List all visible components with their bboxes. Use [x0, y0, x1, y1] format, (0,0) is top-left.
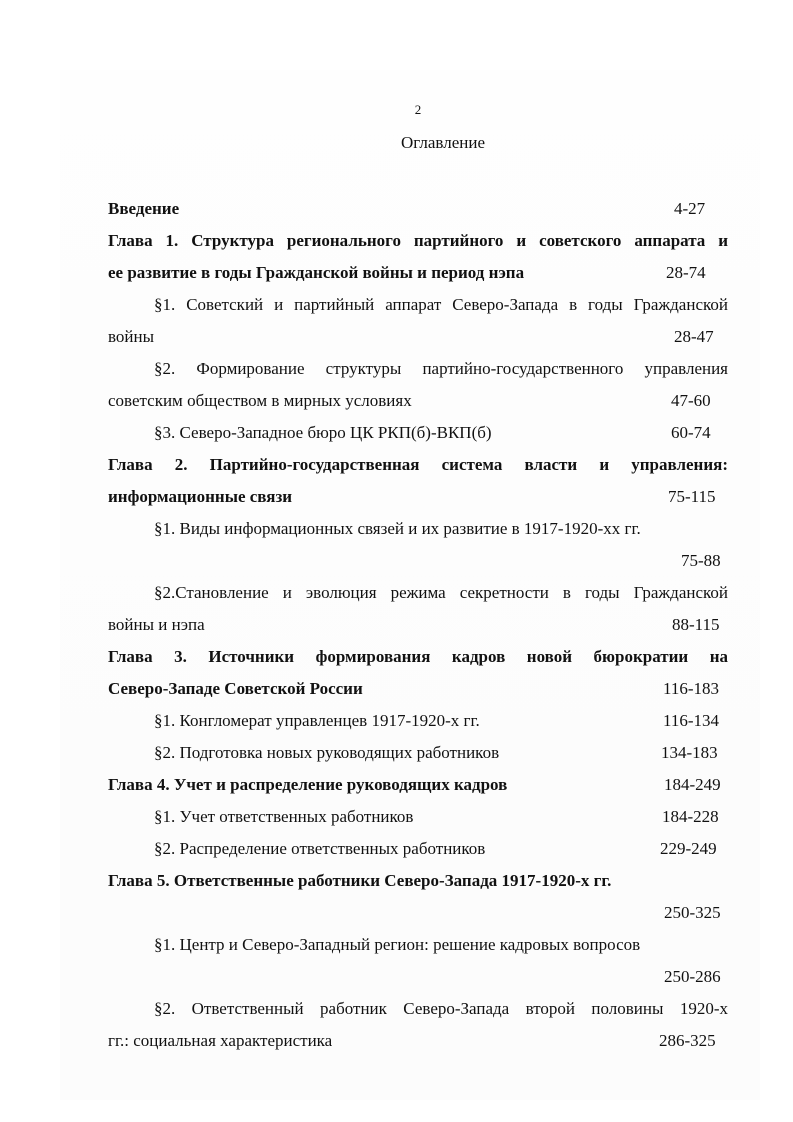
- toc-ch5-section-1-label: §1. Центр и Северо-Западный регион: решение кадровых вопросов: [154, 935, 641, 954]
- toc-ch4-section-2-label: §2. Распределение ответственных работников: [154, 839, 486, 858]
- toc-ch5-section-2-pages: 286-325: [659, 1031, 716, 1050]
- toc-ch2-section-1-label: §1. Виды информационных связей и их развитие в 1917-1920-хх гг.: [154, 519, 641, 538]
- toc-chapter-5-pages: 250-325: [664, 903, 721, 922]
- toc-chapter-2-pages: 75-115: [668, 487, 716, 506]
- toc-ch1-section-2-pages: 47-60: [671, 391, 711, 410]
- toc-ch1-section-1-line1: §1. Советский и партийный аппарат Северо-Запада в годы Гражданской: [154, 295, 728, 314]
- toc-chapter-1-line1: Глава 1. Структура регионального партийного и советского аппарата и: [108, 231, 728, 250]
- toc-ch1-section-1-line2: войны: [108, 327, 155, 346]
- toc-ch4-section-2-pages: 229-249: [660, 839, 717, 858]
- page-number: 2: [414, 102, 422, 117]
- toc-ch4-section-1-pages: 184-228: [662, 807, 719, 826]
- toc-ch1-section-1-pages: 28-47: [674, 327, 714, 346]
- toc-chapter-3-line2: Северо-Западе Советской России: [108, 679, 363, 698]
- toc-chapter-2-line2: информационные связи: [108, 487, 293, 506]
- toc-ch3-section-2-label: §2. Подготовка новых руководящих работников: [154, 743, 500, 762]
- toc-chapter-3-line1: Глава 3. Источники формирования кадров новой бюрократии на: [108, 647, 728, 666]
- toc-ch1-section-2-line1: §2. Формирование структуры партийно-государственного управления: [154, 359, 728, 378]
- toc-ch2-section-2-line1: §2.Становление и эволюция режима секретности в годы Гражданской: [154, 583, 728, 602]
- toc-chapter-1-line2: ее развитие в годы Гражданской войны и период нэпа: [108, 263, 525, 282]
- toc-chapter-3-pages: 116-183: [663, 679, 720, 698]
- toc-intro-label: Введение: [108, 199, 180, 218]
- toc-title: Оглавление: [401, 133, 485, 152]
- toc-chapter-1-pages: 28-74: [666, 263, 706, 282]
- toc-ch3-section-1-pages: 116-134: [663, 711, 720, 730]
- toc-intro-pages: 4-27: [674, 199, 706, 218]
- toc-ch1-section-2-line2: советским обществом в мирных условиях: [108, 391, 412, 410]
- toc-chapter-5-label: Глава 5. Ответственные работники Северо-Запада 1917-1920-х гг.: [108, 871, 612, 890]
- toc-chapter-2-line1: Глава 2. Партийно-государственная система власти и управления:: [108, 455, 728, 474]
- toc-ch3-section-1-label: §1. Конгломерат управленцев 1917-1920-х гг.: [154, 711, 480, 730]
- toc-ch3-section-2-pages: 134-183: [661, 743, 718, 762]
- toc-ch2-section-1-pages: 75-88: [681, 551, 721, 570]
- toc-ch5-section-2-line1: §2. Ответственный работник Северо-Запада второй половины 1920-х: [154, 999, 728, 1018]
- toc-chapter-4-pages: 184-249: [664, 775, 721, 794]
- toc-ch4-section-1-label: §1. Учет ответственных работников: [154, 807, 414, 826]
- toc-ch5-section-1-pages: 250-286: [664, 967, 721, 986]
- toc-ch1-section-3-label: §3. Северо-Западное бюро ЦК РКП(б)-ВКП(б): [154, 423, 492, 442]
- toc-chapter-4-label: Глава 4. Учет и распределение руководящих кадров: [108, 775, 508, 794]
- toc-ch2-section-2-line2: войны и нэпа: [108, 615, 205, 634]
- toc-ch2-section-2-pages: 88-115: [672, 615, 720, 634]
- toc-ch5-section-2-line2: гг.: социальная характеристика: [108, 1031, 333, 1050]
- toc-ch1-section-3-pages: 60-74: [671, 423, 711, 442]
